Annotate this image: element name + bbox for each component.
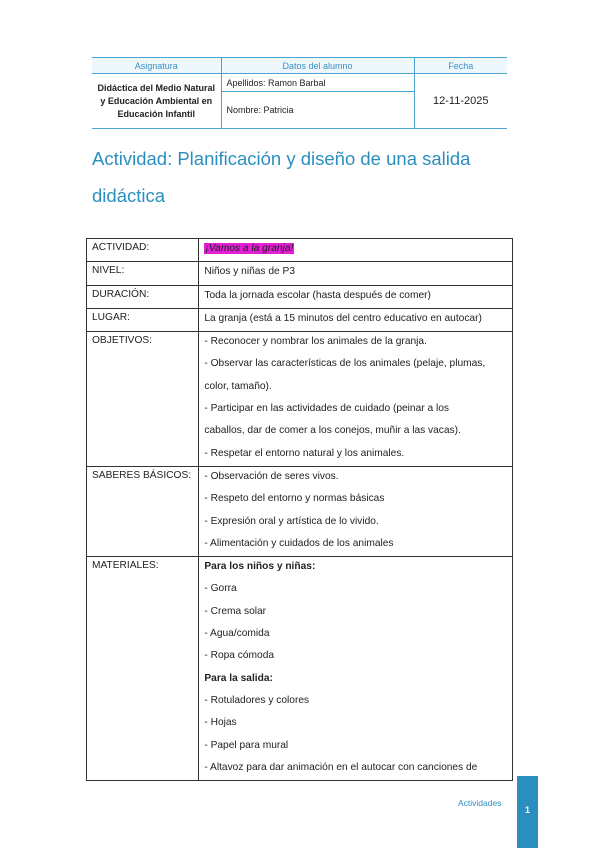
row-nivel <box>87 262 513 285</box>
materiales-line: - Agua/comida <box>204 628 270 640</box>
row-objetivos <box>87 332 513 467</box>
lugar-label: LUGAR: <box>87 308 199 331</box>
document-date: 12-11-2025 <box>414 74 507 129</box>
lugar-value: La granja (está a 15 minutos del centro educativo en autocar) <box>204 312 482 324</box>
saberes-line: - Observación de seres vivos. <box>204 470 339 482</box>
subject-name: Didáctica del Medio Natural y Educación Ambiental en Educación Infantil <box>92 74 221 129</box>
page-number-tab <box>517 776 538 848</box>
objetivos-label: OBJETIVOS: <box>87 332 199 467</box>
objetivos-line: - Participar en las actividades de cuidado (peinar a los <box>204 403 450 415</box>
materiales-line: - Hojas <box>204 717 237 729</box>
duracion-label: DURACIÓN: <box>87 285 199 308</box>
page-number: 1 <box>524 805 530 815</box>
footer-label: Actividades <box>458 798 502 808</box>
materiales-line: - Crema solar <box>204 605 267 617</box>
header-table <box>92 57 507 129</box>
materiales-line: - Papel para mural <box>204 739 289 751</box>
materiales-line: - Altavoz para dar animación en el autocar con canciones de <box>204 761 478 773</box>
header-col-date: Fecha <box>414 58 507 74</box>
materiales-subheading: Para la salida: <box>204 672 273 684</box>
row-lugar <box>87 308 513 331</box>
saberes-line: - Alimentación y cuidados de los animales <box>204 537 394 549</box>
row-saberes <box>87 466 513 556</box>
row-actividad <box>87 239 513 262</box>
actividad-label: ACTIVIDAD: <box>87 239 199 262</box>
duracion-value: Toda la jornada escolar (hasta después de comer) <box>204 289 431 301</box>
objetivos-line: caballos, dar de comer a los conejos, muñir a las vacas). <box>204 425 461 437</box>
objetivos-line: color, tamaño). <box>204 380 272 392</box>
materiales-line: - Ropa cómoda <box>204 650 275 662</box>
saberes-line: - Respeto del entorno y normas básicas <box>204 493 385 505</box>
materiales-subheading: Para los niños y niñas: <box>204 561 316 573</box>
student-surnames: Apellidos: Ramon Barbal <box>221 74 414 92</box>
materiales-line: - Rotuladores y colores <box>204 694 310 706</box>
header-col-student: Datos del alumno <box>221 58 414 74</box>
objetivos-line: - Respetar el entorno natural y los animales. <box>204 447 405 459</box>
activity-table <box>86 238 513 781</box>
nivel-value: Niños y niñas de P3 <box>204 266 295 278</box>
page-title: Actividad: Planificación y diseño de una salida didáctica <box>92 148 471 206</box>
actividad-value: ¡Vamos a la granja! <box>205 243 294 254</box>
row-materiales <box>87 557 513 781</box>
header-col-subject: Asignatura <box>92 58 221 74</box>
nivel-label: NIVEL: <box>87 262 199 285</box>
saberes-label: SABERES BÁSICOS: <box>87 466 199 556</box>
materiales-line: - Gorra <box>204 583 237 595</box>
objetivos-line: - Observar las características de los animales (pelaje, plumas, <box>204 358 486 370</box>
student-name: Nombre: Patricia <box>221 92 414 129</box>
row-duracion <box>87 285 513 308</box>
materiales-label: MATERIALES: <box>87 557 199 781</box>
objetivos-line: - Reconocer y nombrar los animales de la granja. <box>204 336 427 348</box>
saberes-line: - Expresión oral y artística de lo vivido. <box>204 515 379 527</box>
